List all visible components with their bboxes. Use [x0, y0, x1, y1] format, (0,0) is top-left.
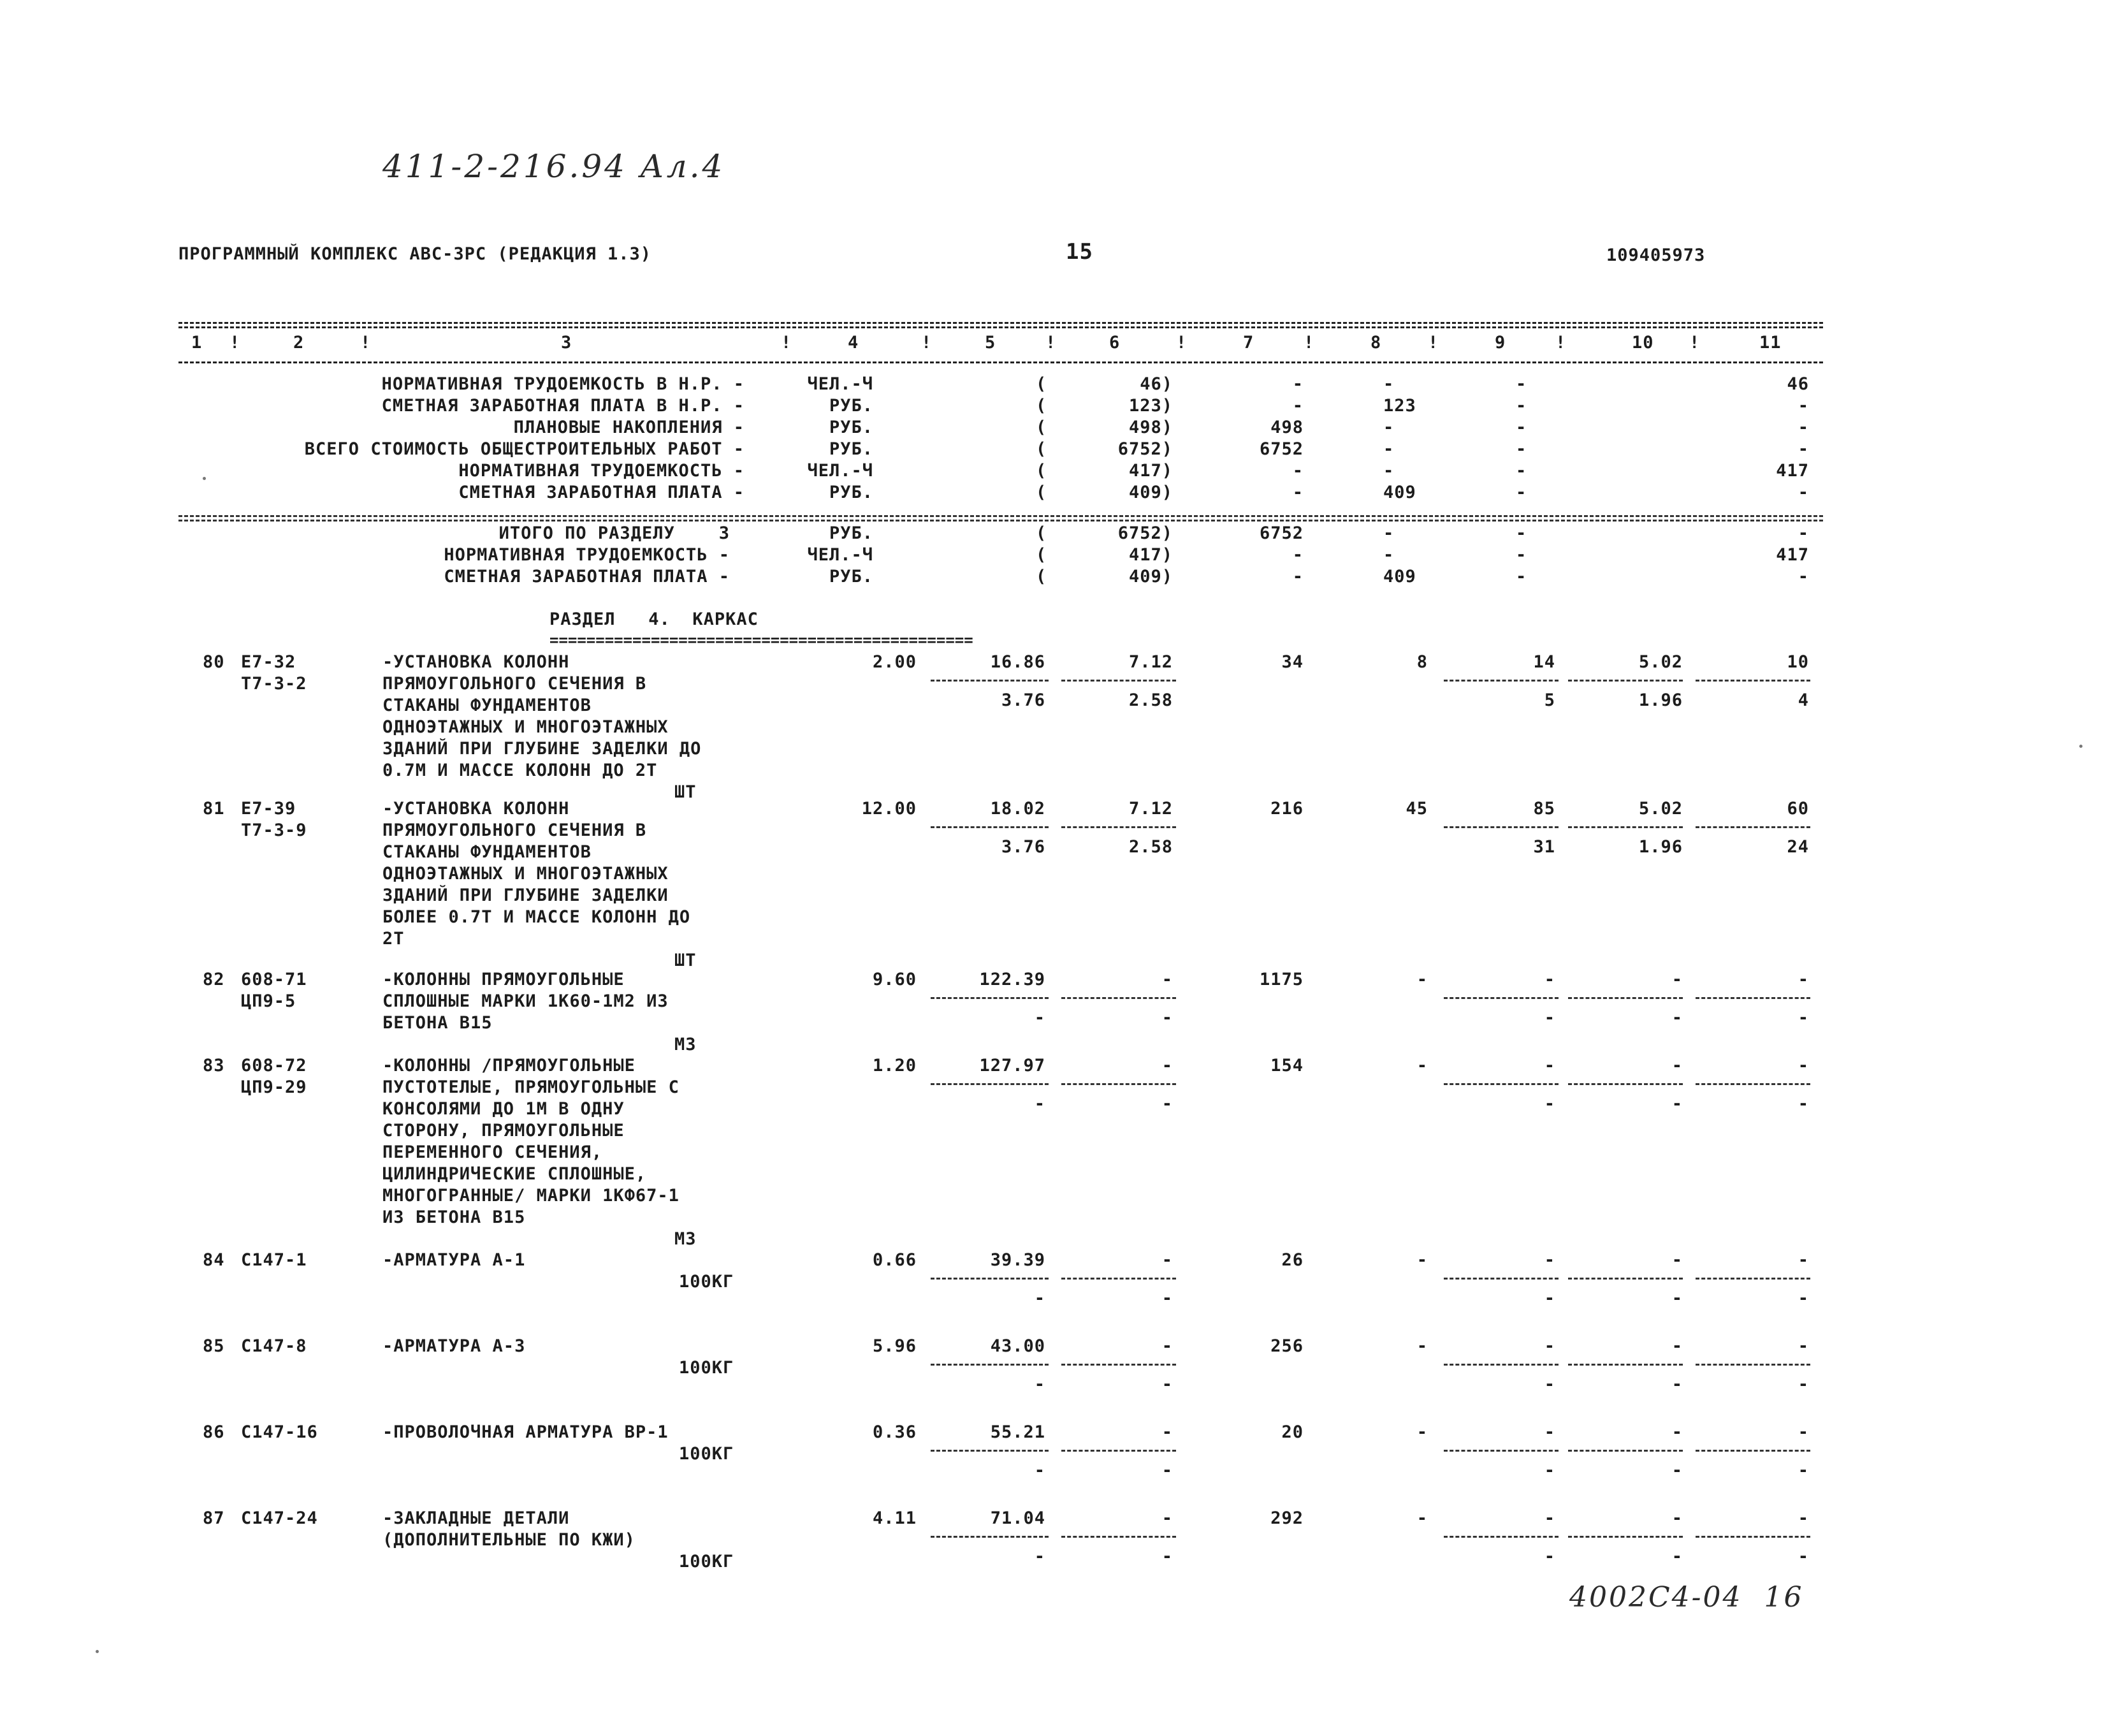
summary-paren: ( — [1036, 439, 1047, 459]
item-unit-price: 18.02 — [990, 799, 1045, 819]
summary-col8: 123 — [1383, 396, 1416, 416]
item-total-cost: 256 — [1270, 1336, 1304, 1356]
summary-unit: РУБ. — [829, 396, 873, 416]
fraction-rule — [1061, 1450, 1176, 1452]
item-col6: 7.12 — [1128, 799, 1173, 819]
fraction-rule — [1696, 1450, 1810, 1452]
fraction-rule — [1696, 826, 1810, 828]
item-col10-sub: - — [1671, 1547, 1683, 1566]
item-col5-sub: 3.76 — [1001, 837, 1045, 857]
item-unit: М3 — [674, 1035, 697, 1054]
item-number: 87 — [203, 1508, 225, 1528]
summary-paren: ( — [1036, 461, 1047, 481]
column-header-10: 10 — [1632, 333, 1654, 353]
item-col6: 7.12 — [1128, 652, 1173, 672]
fraction-rule — [1061, 1278, 1176, 1280]
item-total-cost: 20 — [1281, 1422, 1304, 1442]
item-col10: - — [1671, 1508, 1683, 1528]
item-col11: - — [1798, 1056, 1809, 1076]
item-col9-sub: 31 — [1533, 837, 1555, 857]
summary-paren: ( — [1036, 545, 1047, 565]
item-col9: - — [1544, 1336, 1555, 1356]
column-separator: ! — [1304, 333, 1315, 353]
item-unit: 100КГ — [679, 1272, 734, 1292]
summary-label: СМЕТНАЯ ЗАРАБОТНАЯ ПЛАТА - — [458, 483, 745, 502]
item-unit-price: 55.21 — [990, 1422, 1045, 1442]
item-quantity: 0.36 — [872, 1422, 917, 1442]
fraction-rule — [1696, 997, 1810, 999]
summary-paren: ( — [1036, 396, 1047, 416]
fraction-rule — [1444, 1364, 1559, 1366]
fraction-rule — [1444, 1536, 1559, 1538]
summary-col9: - — [1516, 439, 1527, 459]
item-col10-sub: - — [1671, 1288, 1683, 1308]
program-header: ПРОГРАММНЫЙ КОМПЛЕКС АВС-3РС (РЕДАКЦИЯ 1.3) — [178, 244, 651, 264]
fraction-rule — [1061, 826, 1176, 828]
column-header-6: 6 — [1109, 333, 1121, 353]
summary-label: НОРМАТИВНАЯ ТРУДОЕМКОСТЬ - — [444, 545, 730, 565]
item-number: 84 — [203, 1250, 225, 1270]
item-col9: 14 — [1533, 652, 1555, 672]
item-col10: - — [1671, 970, 1683, 989]
item-col8: - — [1416, 1508, 1428, 1528]
item-col11-sub: - — [1798, 1008, 1809, 1028]
column-separator: ! — [229, 333, 241, 353]
item-col11: - — [1798, 1422, 1809, 1442]
summary-paren: ( — [1036, 523, 1047, 543]
item-unit: 100КГ — [679, 1444, 734, 1464]
item-code: С147-24 — [241, 1508, 318, 1528]
summary-col7: 498 — [1270, 418, 1304, 437]
item-col8: - — [1416, 970, 1428, 989]
summary-col7: - — [1292, 567, 1304, 587]
item-col6-sub: - — [1161, 1375, 1173, 1394]
column-separator: ! — [360, 333, 372, 353]
summary-col8: - — [1383, 545, 1395, 565]
summary-label: СМЕТНАЯ ЗАРАБОТНАЯ ПЛАТА В Н.Р. - — [381, 396, 745, 416]
column-separator: ! — [1555, 333, 1567, 353]
item-col9-sub: - — [1544, 1288, 1555, 1308]
item-quantity: 0.66 — [872, 1250, 917, 1270]
summary-col9: - — [1516, 523, 1527, 543]
item-col11-sub: - — [1798, 1288, 1809, 1308]
item-col9-sub: - — [1544, 1375, 1555, 1394]
column-separator: ! — [1176, 333, 1188, 353]
table-top-rule-2 — [178, 326, 1823, 328]
item-number: 81 — [203, 799, 225, 819]
item-col5-sub: 3.76 — [1001, 690, 1045, 710]
item-col10: 5.02 — [1638, 799, 1683, 819]
summary-col7: - — [1292, 374, 1304, 394]
item-col11: - — [1798, 1336, 1809, 1356]
item-total-cost: 216 — [1270, 799, 1304, 819]
column-separator: ! — [1428, 333, 1439, 353]
fraction-rule — [1444, 1450, 1559, 1452]
summary-col6: 6752) — [1117, 523, 1173, 543]
fraction-rule — [1568, 1083, 1683, 1085]
item-unit-price: 71.04 — [990, 1508, 1045, 1528]
item-col9: - — [1544, 1422, 1555, 1442]
item-col9-sub: 5 — [1544, 690, 1555, 710]
item-code: 608-71 ЦП9-5 — [241, 970, 307, 1011]
summary-unit: РУБ. — [829, 439, 873, 459]
summary-col6: 6752) — [1117, 439, 1173, 459]
item-code: С147-16 — [241, 1422, 318, 1442]
item-quantity: 12.00 — [861, 799, 917, 819]
item-unit-price: 127.97 — [979, 1056, 1045, 1076]
summary-paren: ( — [1036, 374, 1047, 394]
item-col10-sub: - — [1671, 1008, 1683, 1028]
column-header-5: 5 — [985, 333, 996, 353]
item-col6-sub: - — [1161, 1008, 1173, 1028]
summary-col9: - — [1516, 374, 1527, 394]
summary-col11: 417 — [1776, 545, 1809, 565]
item-code: 608-72 ЦП9-29 — [241, 1056, 307, 1097]
summary-col7: 6752 — [1259, 439, 1304, 459]
item-col6: - — [1161, 1056, 1173, 1076]
fraction-rule — [1696, 680, 1810, 682]
summary-col8: 409 — [1383, 567, 1416, 587]
page-number: 15 — [1066, 239, 1093, 265]
item-col8: - — [1416, 1056, 1428, 1076]
fraction-rule — [931, 826, 1049, 828]
item-col5-sub: - — [1034, 1375, 1045, 1394]
item-description: -УСТАНОВКА КОЛОНН ПРЯМОУГОЛЬНОГО СЕЧЕНИЯ В СТАКАНЫ ФУНДАМЕНТОВ ОДНОЭТАЖНЫХ И МНОГОЭТАЖНЫХ ЗДАНИЙ ПРИ ГЛУБИНЕ ЗАДЕЛКИ ДО 0.7М И МАССЕ КОЛОНН ДО 2Т — [382, 652, 702, 780]
fraction-rule — [1444, 997, 1559, 999]
summary-col11: 417 — [1776, 461, 1809, 481]
item-col5-sub: - — [1034, 1547, 1045, 1566]
summary-col7: 6752 — [1259, 523, 1304, 543]
summary-label: ИТОГО ПО РАЗДЕЛУ 3 — [498, 523, 730, 543]
summary-col9: - — [1516, 545, 1527, 565]
fraction-rule — [1568, 1536, 1683, 1538]
fraction-rule — [931, 997, 1049, 999]
summary-bottom-rule-2 — [178, 520, 1823, 522]
item-total-cost: 292 — [1270, 1508, 1304, 1528]
summary-col11: - — [1798, 396, 1809, 416]
scan-speck — [203, 477, 206, 480]
summary-label: ВСЕГО СТОИМОСТЬ ОБЩЕСТРОИТЕЛЬНЫХ РАБОТ - — [304, 439, 745, 459]
summary-col6: 417) — [1128, 545, 1173, 565]
item-unit-price: 39.39 — [990, 1250, 1045, 1270]
fraction-rule — [1444, 826, 1559, 828]
fraction-rule — [1568, 826, 1683, 828]
item-col11: 10 — [1787, 652, 1809, 672]
item-col11: - — [1798, 970, 1809, 989]
column-separator: ! — [781, 333, 792, 353]
item-col10: 5.02 — [1638, 652, 1683, 672]
summary-bottom-rule — [178, 515, 1823, 517]
summary-unit: РУБ. — [829, 418, 873, 437]
fraction-rule — [1061, 1536, 1176, 1538]
summary-col11: - — [1798, 483, 1809, 502]
item-col6-sub: - — [1161, 1288, 1173, 1308]
column-separator: ! — [1689, 333, 1701, 353]
summary-col9: - — [1516, 418, 1527, 437]
summary-paren: ( — [1036, 418, 1047, 437]
item-number: 82 — [203, 970, 225, 989]
item-col11: 60 — [1787, 799, 1809, 819]
column-separator: ! — [1045, 333, 1057, 353]
summary-unit: ЧЕЛ.-Ч — [807, 461, 873, 481]
item-col11-sub: - — [1798, 1461, 1809, 1480]
summary-col7: - — [1292, 545, 1304, 565]
summary-label: НОРМАТИВНАЯ ТРУДОЕМКОСТЬ - — [458, 461, 745, 481]
item-col11-sub: 4 — [1798, 690, 1809, 710]
item-unit: ШТ — [674, 782, 697, 802]
summary-col6: 409) — [1128, 567, 1173, 587]
fraction-rule — [1568, 1278, 1683, 1280]
summary-paren: ( — [1036, 567, 1047, 587]
item-col9-sub: - — [1544, 1547, 1555, 1566]
item-col8: - — [1416, 1336, 1428, 1356]
summary-label: ПЛАНОВЫЕ НАКОПЛЕНИЯ - — [513, 418, 745, 437]
item-number: 85 — [203, 1336, 225, 1356]
fraction-rule — [1568, 1364, 1683, 1366]
footer-stamp-handwritten: 4002С4-04 16 — [1569, 1581, 1804, 1614]
item-total-cost: 154 — [1270, 1056, 1304, 1076]
fraction-rule — [931, 1536, 1049, 1538]
section-4-underline: ============================================== — [549, 631, 973, 649]
fraction-rule — [1444, 1083, 1559, 1085]
summary-col8: - — [1383, 374, 1395, 394]
item-col5-sub: - — [1034, 1288, 1045, 1308]
summary-col9: - — [1516, 461, 1527, 481]
summary-label: НОРМАТИВНАЯ ТРУДОЕМКОСТЬ В Н.Р. - — [381, 374, 745, 394]
item-col9: - — [1544, 1250, 1555, 1270]
column-header-8: 8 — [1370, 333, 1382, 353]
fraction-rule — [1568, 997, 1683, 999]
item-col5-sub: - — [1034, 1008, 1045, 1028]
summary-col9: - — [1516, 483, 1527, 502]
item-col10-sub: - — [1671, 1094, 1683, 1114]
fraction-rule — [1696, 1083, 1810, 1085]
item-col11: - — [1798, 1508, 1809, 1528]
item-total-cost: 1175 — [1259, 970, 1304, 989]
item-description: -УСТАНОВКА КОЛОНН ПРЯМОУГОЛЬНОГО СЕЧЕНИЯ В СТАКАНЫ ФУНДАМЕНТОВ ОДНОЭТАЖНЫХ И МНОГОЭТАЖНЫХ ЗДАНИЙ ПРИ ГЛУБИНЕ ЗАДЕЛКИ БОЛЕЕ 0.7Т И МАССЕ КОЛОНН ДО 2Т — [382, 799, 691, 949]
summary-col8: - — [1383, 523, 1395, 543]
summary-col11: - — [1798, 567, 1809, 587]
column-header-11: 11 — [1759, 333, 1782, 353]
column-header-bottom-rule — [178, 361, 1823, 363]
item-col11: - — [1798, 1250, 1809, 1270]
summary-col11: - — [1798, 523, 1809, 543]
item-col6: - — [1161, 1336, 1173, 1356]
item-col6-sub: - — [1161, 1547, 1173, 1566]
item-description: -ЗАКЛАДНЫЕ ДЕТАЛИ (ДОПОЛНИТЕЛЬНЫЕ ПО КЖИ) — [382, 1508, 636, 1550]
item-quantity: 5.96 — [872, 1336, 917, 1356]
item-col9: - — [1544, 1056, 1555, 1076]
item-col8: 45 — [1406, 799, 1428, 819]
summary-unit: РУБ. — [829, 483, 873, 502]
summary-paren: ( — [1036, 483, 1047, 502]
fraction-rule — [931, 1364, 1049, 1366]
item-code: Е7-32 Т7-3-2 — [241, 652, 307, 694]
item-col11-sub: - — [1798, 1094, 1809, 1114]
scan-speck — [2079, 745, 2082, 748]
fraction-rule — [931, 1083, 1049, 1085]
summary-col8: - — [1383, 418, 1395, 437]
item-col6-sub: - — [1161, 1461, 1173, 1480]
item-col10: - — [1671, 1336, 1683, 1356]
fraction-rule — [1061, 1364, 1176, 1366]
item-unit: 100КГ — [679, 1552, 734, 1572]
summary-unit: ЧЕЛ.-Ч — [807, 374, 873, 394]
item-col6: - — [1161, 970, 1173, 989]
summary-col8: - — [1383, 461, 1395, 481]
item-code: С147-8 — [241, 1336, 307, 1356]
summary-col8: 409 — [1383, 483, 1416, 502]
item-unit: 100КГ — [679, 1358, 734, 1378]
item-col9: 85 — [1533, 799, 1555, 819]
summary-col7: - — [1292, 483, 1304, 502]
item-col8: - — [1416, 1422, 1428, 1442]
item-col9: - — [1544, 1508, 1555, 1528]
item-unit: М3 — [674, 1229, 697, 1249]
item-col10: - — [1671, 1422, 1683, 1442]
summary-label: СМЕТНАЯ ЗАРАБОТНАЯ ПЛАТА - — [444, 567, 730, 587]
item-col9-sub: - — [1544, 1461, 1555, 1480]
item-quantity: 1.20 — [872, 1056, 917, 1076]
item-description: -АРМАТУРА А-1 — [382, 1250, 526, 1270]
item-code: С147-1 — [241, 1250, 307, 1270]
summary-col9: - — [1516, 567, 1527, 587]
item-description: -ПРОВОЛОЧНАЯ АРМАТУРА ВР-1 — [382, 1422, 669, 1442]
item-unit-price: 16.86 — [990, 652, 1045, 672]
item-unit-price: 122.39 — [979, 970, 1045, 989]
summary-col6: 123) — [1128, 396, 1173, 416]
item-col6: - — [1161, 1422, 1173, 1442]
item-unit: ШТ — [674, 951, 697, 970]
item-col5-sub: - — [1034, 1094, 1045, 1114]
fraction-rule — [1444, 1278, 1559, 1280]
item-description: -КОЛОННЫ /ПРЯМОУГОЛЬНЫЕ ПУСТОТЕЛЫЕ, ПРЯМОУГОЛЬНЫЕ С КОНСОЛЯМИ ДО 1М В ОДНУ СТОРОНУ, ПРЯМОУГОЛЬНЫЕ ПЕРЕМЕННОГО СЕЧЕНИЯ, ЦИЛИНДРИЧЕСКИЕ СПЛОШНЫЕ, МНОГОГРАННЫЕ/ МАРКИ 1КФ67-1 ИЗ БЕТОНА В15 — [382, 1056, 679, 1227]
summary-col11: - — [1798, 439, 1809, 459]
item-number: 86 — [203, 1422, 225, 1442]
fraction-rule — [1061, 997, 1176, 999]
document-code-handwritten: 411-2-216.94 Ал.4 — [382, 148, 725, 185]
item-col10-sub: - — [1671, 1375, 1683, 1394]
item-col10-sub: 1.96 — [1638, 690, 1683, 710]
item-col9-sub: - — [1544, 1008, 1555, 1028]
summary-col11: 46 — [1787, 374, 1809, 394]
column-header-9: 9 — [1495, 333, 1506, 353]
item-total-cost: 26 — [1281, 1250, 1304, 1270]
column-header-1: 1 — [191, 333, 203, 353]
fraction-rule — [1061, 1083, 1176, 1085]
item-col10: - — [1671, 1250, 1683, 1270]
summary-col8: - — [1383, 439, 1395, 459]
section-4-title: РАЗДЕЛ 4. КАРКАС — [549, 609, 759, 629]
item-col9-sub: - — [1544, 1094, 1555, 1114]
item-col6-sub: 2.58 — [1128, 837, 1173, 857]
summary-col9: - — [1516, 396, 1527, 416]
item-quantity: 9.60 — [872, 970, 917, 989]
column-header-7: 7 — [1243, 333, 1254, 353]
item-col6-sub: 2.58 — [1128, 690, 1173, 710]
item-col9: - — [1544, 970, 1555, 989]
summary-unit: ЧЕЛ.-Ч — [807, 545, 873, 565]
column-header-3: 3 — [561, 333, 572, 353]
summary-col6: 409) — [1128, 483, 1173, 502]
item-col5-sub: - — [1034, 1461, 1045, 1480]
fraction-rule — [1568, 680, 1683, 682]
item-col8: 8 — [1416, 652, 1428, 672]
document-number: 109405973 — [1606, 245, 1706, 265]
fraction-rule — [931, 1278, 1049, 1280]
summary-col6: 498) — [1128, 418, 1173, 437]
item-col11-sub: 24 — [1787, 837, 1809, 857]
item-unit-price: 43.00 — [990, 1336, 1045, 1356]
scan-speck — [96, 1650, 99, 1653]
item-col10: - — [1671, 1056, 1683, 1076]
item-description: -КОЛОННЫ ПРЯМОУГОЛЬНЫЕ СПЛОШНЫЕ МАРКИ 1К60-1М2 ИЗ БЕТОНА В15 — [382, 970, 669, 1033]
fraction-rule — [1568, 1450, 1683, 1452]
item-col6: - — [1161, 1250, 1173, 1270]
item-col8: - — [1416, 1250, 1428, 1270]
fraction-rule — [1696, 1536, 1810, 1538]
item-col11-sub: - — [1798, 1547, 1809, 1566]
item-total-cost: 34 — [1281, 652, 1304, 672]
table-top-rule — [178, 322, 1823, 324]
item-col10-sub: - — [1671, 1461, 1683, 1480]
summary-col7: - — [1292, 461, 1304, 481]
column-header-2: 2 — [293, 333, 305, 353]
fraction-rule — [1061, 680, 1176, 682]
item-col6: - — [1161, 1508, 1173, 1528]
item-col11-sub: - — [1798, 1375, 1809, 1394]
column-separator: ! — [921, 333, 933, 353]
summary-unit: РУБ. — [829, 567, 873, 587]
fraction-rule — [1444, 680, 1559, 682]
fraction-rule — [931, 680, 1049, 682]
summary-col6: 46) — [1140, 374, 1173, 394]
summary-col7: - — [1292, 396, 1304, 416]
fraction-rule — [1696, 1364, 1810, 1366]
item-code: Е7-39 Т7-3-9 — [241, 799, 307, 840]
item-number: 83 — [203, 1056, 225, 1076]
summary-unit: РУБ. — [829, 523, 873, 543]
column-header-4: 4 — [848, 333, 859, 353]
fraction-rule — [931, 1450, 1049, 1452]
item-quantity: 4.11 — [872, 1508, 917, 1528]
summary-col6: 417) — [1128, 461, 1173, 481]
summary-col11: - — [1798, 418, 1809, 437]
item-description: -АРМАТУРА А-3 — [382, 1336, 526, 1356]
fraction-rule — [1696, 1278, 1810, 1280]
item-col10-sub: 1.96 — [1638, 837, 1683, 857]
item-col6-sub: - — [1161, 1094, 1173, 1114]
item-quantity: 2.00 — [872, 652, 917, 672]
item-number: 80 — [203, 652, 225, 672]
